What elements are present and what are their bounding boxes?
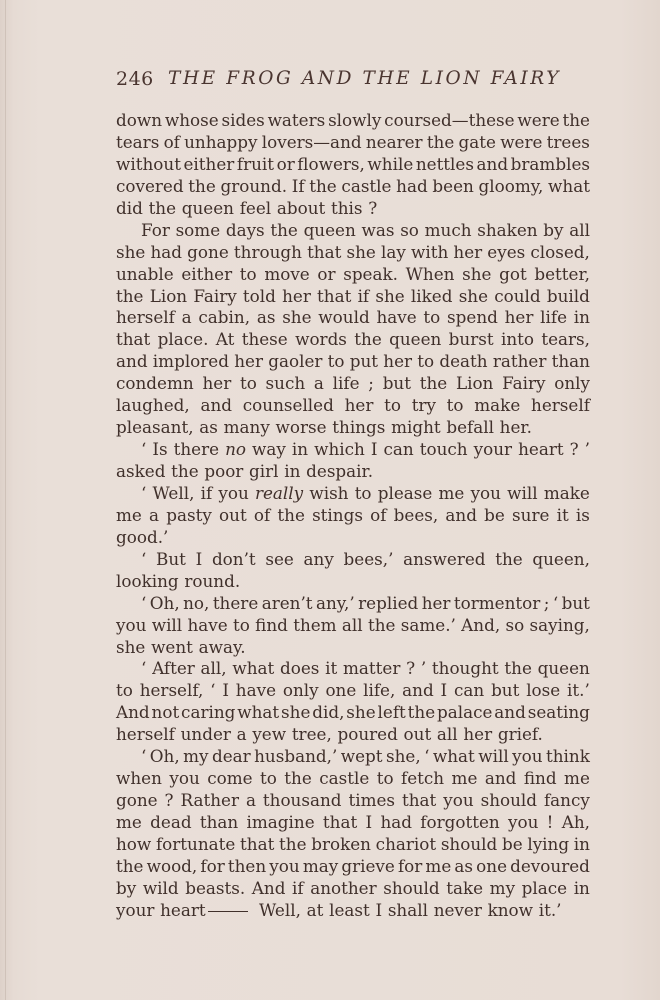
text-line: me a pasty out of the stings of bees, and be sure it is bbox=[116, 504, 590, 525]
text-line: For some days the queen was so much shaken by all bbox=[141, 219, 590, 240]
text-line: the Lion Fairy told her that if she liked she could build bbox=[116, 285, 590, 306]
text-line: to herself, ‘ I have only one life, and I can but lose it.’ bbox=[116, 680, 590, 701]
text-line: pleasant, as many worse things might befall her. bbox=[116, 417, 532, 438]
text-line: me dead than imagine that I had forgotten you ! Ah, bbox=[116, 812, 590, 832]
text-line: ‘ After all, what does it matter ? ’ thought the queen bbox=[141, 658, 590, 679]
text-line: gone ? Rather a thousand times that you should fancy bbox=[116, 790, 590, 811]
text-line: ‘ Oh, my dear husband,’ wept she, ‘ what will you think bbox=[141, 746, 590, 767]
text-line: did the queen feel about this ? bbox=[116, 197, 378, 218]
body-text bbox=[116, 110, 590, 922]
text-line: you will have to find them all the same.’ And, so saying, bbox=[116, 614, 590, 635]
text-line: down whose sides waters slowly coursed—these were the bbox=[116, 110, 590, 130]
text-line: tears of unhappy lovers—and nearer the gate were trees bbox=[116, 131, 590, 152]
page-number: 246 bbox=[116, 68, 154, 90]
text-line: condemn her to such a life ; but the Lion Fairy only bbox=[116, 373, 590, 394]
text-line: ‘ Well, if you really wish to please me you will make bbox=[141, 482, 590, 503]
text-line: unable either to move or speak. When she got better, bbox=[116, 263, 590, 284]
text-line: covered the ground. If the castle had been gloomy, what bbox=[116, 175, 590, 196]
text-line: your heart Well, at least I shall never know it.’ bbox=[116, 899, 562, 920]
text-line: looking round. bbox=[116, 570, 241, 591]
text-line: and implored her gaoler to put her to death rather than bbox=[116, 351, 590, 372]
text-line: And not caring what she did, she left the palace and seating bbox=[116, 702, 590, 723]
text-line: ‘ But I don’t see any bees,’ answered the queen, bbox=[141, 548, 590, 569]
text-line: that place. At these words the queen burst into tears, bbox=[116, 329, 590, 350]
text-line: herself under a yew tree, poured out all her grief. bbox=[116, 724, 543, 745]
text-line: good.’ bbox=[116, 526, 169, 547]
text-line: asked the poor girl in despair. bbox=[116, 461, 374, 481]
text-line: ‘ Is there no way in which I can touch your heart ? ’ bbox=[141, 439, 590, 460]
text-line: laughed, and counselled her to try to make herself bbox=[116, 395, 590, 416]
page-header bbox=[116, 68, 590, 98]
text-line: ‘ Oh, no, there aren’t any,’ replied her tormentor ; ‘ but bbox=[141, 592, 590, 613]
text-line: when you come to the castle to fetch me and find me bbox=[116, 768, 590, 789]
page-gutter bbox=[5, 0, 6, 1000]
text-line: she went away. bbox=[116, 636, 246, 657]
text-line: herself a cabin, as she would have to spend her life in bbox=[116, 307, 590, 328]
text-line: the wood, for then you may grieve for me as one devoured bbox=[116, 855, 590, 876]
text-line: by wild beasts. And if another should take my place in bbox=[116, 877, 590, 898]
running-title: THE FROG AND THE LION FAIRY bbox=[168, 68, 562, 89]
text-line: she had gone through that she lay with her eyes closed, bbox=[116, 241, 590, 262]
text-line: how fortunate that the broken chariot should be lying in bbox=[116, 833, 590, 854]
text-line: without either fruit or flowers, while nettles and brambles bbox=[116, 153, 590, 174]
